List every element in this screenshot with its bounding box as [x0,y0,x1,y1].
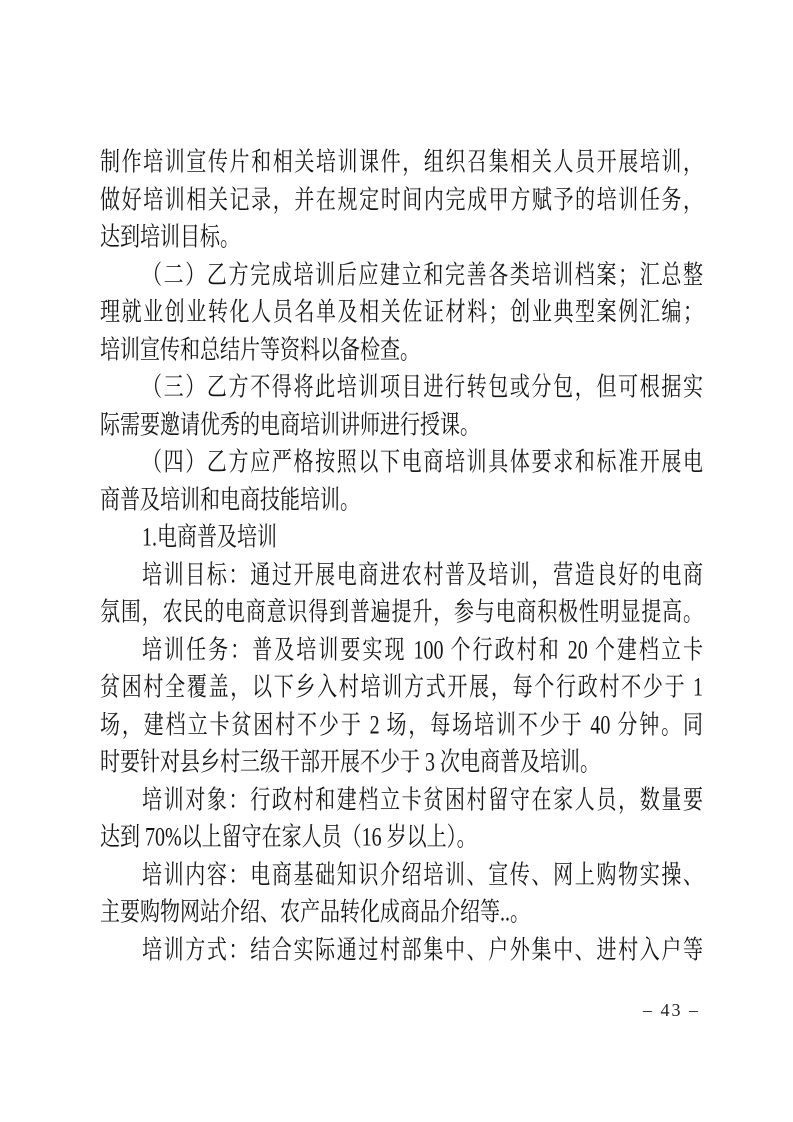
text-line: 达到 70%以上留守在家人员（16 岁以上）。 [100,823,477,853]
document-body [100,145,703,970]
text-line: 时要针对县乡村三级干部开展不少于 3 次电商普及培训。 [100,748,600,778]
text-line: （二）乙方完成培训后应建立和完善各类培训档案；汇总整 [142,260,703,290]
text-line: 培训方式：结合实际通过村部集中、户外集中、进村入户等 [142,935,703,965]
text-line: 贫困村全覆盖，以下乡入村培训方式开展，每个行政村不少于 1 [100,673,703,703]
text-line: （四）乙方应严格按照以下电商培训具体要求和标准开展电 [142,448,703,478]
page-number: – 43 – [643,1000,700,1020]
text-line: 培训目标：通过开展电商进农村普及培训，营造良好的电商 [142,560,703,590]
text-line: 理就业创业转化人员名单及相关佐证材料；创业典型案例汇编； [100,298,703,328]
text-line: 商普及培训和电商技能培训。 [100,485,360,515]
text-line: 做好培训相关记录，并在规定时间内完成甲方赋予的培训任务， [100,185,703,215]
text-line: 际需要邀请优秀的电商培训讲师进行授课。 [100,410,480,440]
text-line: 培训宣传和总结片等资料以备检查。 [100,335,420,365]
text-line: 达到培训目标。 [100,223,240,253]
text-line: 制作培训宣传片和相关培训课件，组织召集相关人员开展培训， [100,148,703,178]
text-line: 氛围，农民的电商意识得到普遍提升，参与电商积极性明显提高。 [100,598,703,628]
section-heading: 1.电商普及培训 [142,523,277,553]
text-line: 主要购物网站介绍、农产品转化成商品介绍等..。 [100,898,530,928]
text-line: （三）乙方不得将此培训项目进行转包或分包，但可根据实 [142,373,703,403]
text-line: 培训任务：普及培训要实现 100 个行政村和 20 个建档立卡 [142,635,703,665]
text-line: 培训内容：电商基础知识介绍培训、宣传、网上购物实操、 [142,860,703,890]
text-line: 场，建档立卡贫困村不少于 2 场，每场培训不少于 40 分钟。同 [100,710,703,740]
text-line: 培训对象：行政村和建档立卡贫困村留守在家人员，数量要 [142,785,703,815]
